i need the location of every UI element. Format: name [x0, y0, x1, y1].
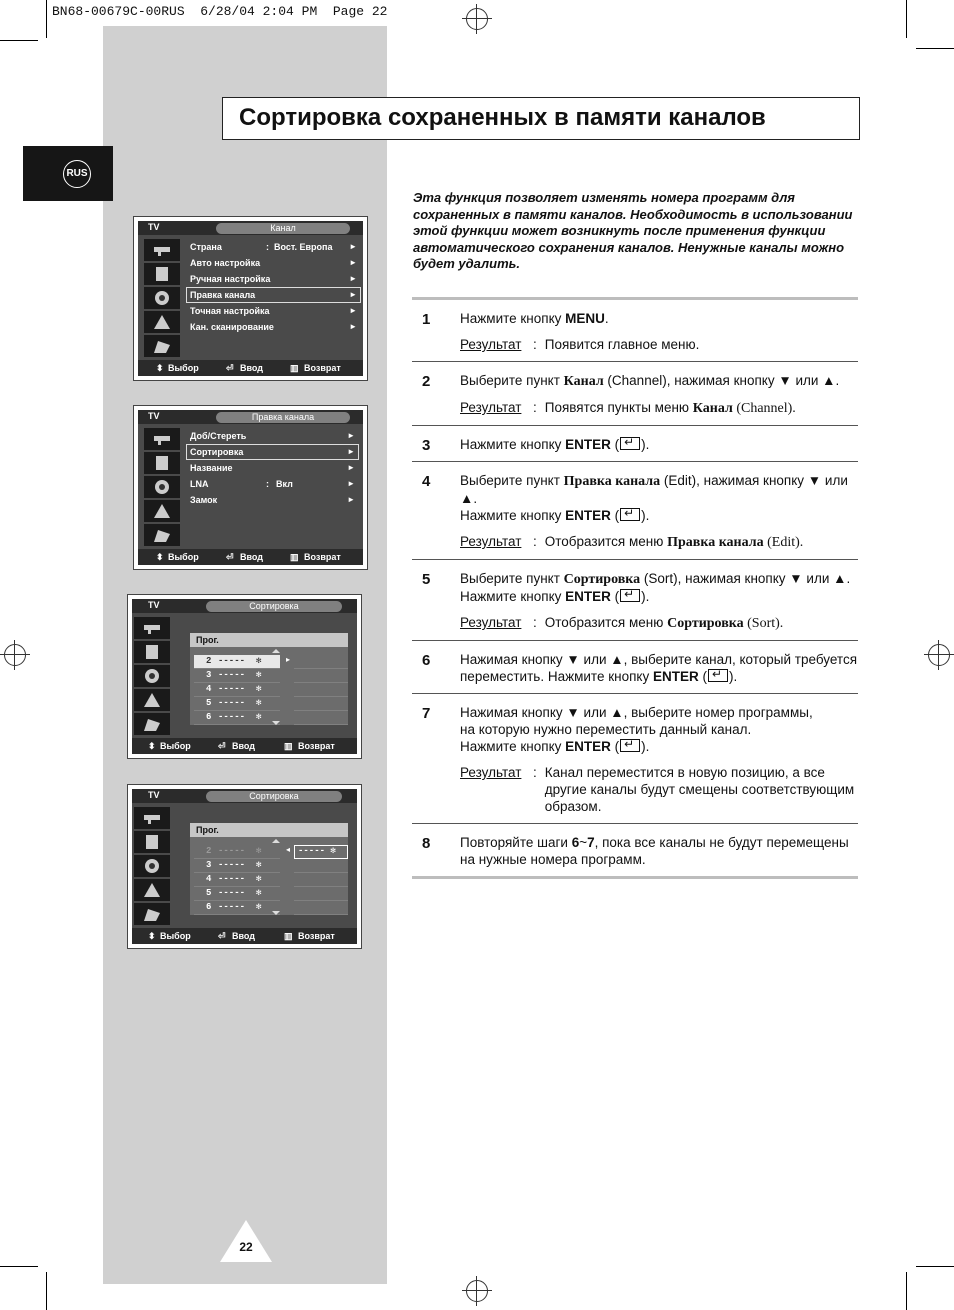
setup-icon	[134, 879, 170, 901]
menu-icon-column	[134, 617, 170, 737]
setup-icon	[144, 500, 180, 522]
sort-panel	[190, 823, 348, 915]
registration-mark	[462, 4, 492, 34]
program-row[interactable]: 3 ----- ✻	[194, 669, 280, 683]
screen-footer: ⬍ Выбор ⏎ Ввод ▥ Возврат	[132, 738, 357, 754]
screen-footer: ⬍ Выбор ⏎ Ввод ▥ Возврат	[138, 549, 363, 565]
menu-item[interactable]: Название ►	[190, 463, 355, 473]
menu-item[interactable]: Кан. сканирование ►	[190, 322, 357, 332]
program-row[interactable]: 4 ----- ✻	[194, 683, 280, 697]
program-row[interactable]: 5 ----- ✻	[194, 887, 280, 901]
page-title-box	[222, 97, 860, 140]
enter-icon	[620, 739, 640, 752]
crop-mark	[0, 40, 38, 41]
print-header: BN68-00679C-00RUS 6/28/04 2:04 PM Page 22	[52, 4, 388, 19]
result-label: Результат	[460, 534, 522, 549]
input-icon	[144, 335, 180, 357]
step-text: Нажимая кнопку ▼ или ▲, выберите канал, который требуется переместить. Нажмите кнопку ENTER (↵ ).	[460, 651, 858, 685]
scroll-down-icon	[272, 721, 280, 725]
scroll-up-icon	[272, 839, 280, 843]
program-row-moving[interactable]: 2 ----- ✻	[194, 845, 280, 859]
step-1	[412, 300, 858, 362]
tv-label: TV	[148, 411, 160, 421]
move-left-icon: ◂	[286, 845, 291, 854]
picture-icon	[144, 239, 180, 261]
step-text: Нажмите кнопку ENTER (↵ ).	[460, 436, 858, 453]
sound-icon	[144, 263, 180, 285]
step-2	[412, 362, 858, 426]
target-row[interactable]	[294, 901, 348, 915]
menu-icon-column	[134, 807, 170, 927]
tv-screen-edit-menu	[133, 405, 368, 570]
updown-icon: ⬍	[148, 741, 156, 751]
result-label: Результат	[460, 765, 522, 780]
setup-icon	[144, 311, 180, 333]
menu-icon: ▥	[290, 552, 299, 562]
crop-mark	[916, 48, 954, 49]
target-row[interactable]	[294, 873, 348, 887]
step-result: Результат : Появятся пункты меню Канал (Channel).	[460, 400, 796, 416]
enter-icon: ⏎	[218, 741, 226, 751]
step-8	[412, 824, 858, 879]
page-number: 22	[239, 1240, 253, 1254]
screen-title: Сортировка	[206, 791, 342, 802]
updown-icon: ⬍	[148, 931, 156, 941]
rus-badge: RUS	[63, 160, 91, 188]
menu-item[interactable]: Авто настройка ►	[190, 258, 357, 268]
target-row[interactable]	[294, 655, 348, 669]
menu-item[interactable]: Ручная настройка ►	[190, 274, 357, 284]
edit-menu	[186, 428, 359, 508]
registration-mark	[924, 640, 954, 670]
target-list	[294, 655, 348, 725]
step-5	[412, 560, 858, 641]
sort-panel	[190, 633, 348, 725]
screen-footer: ⬍ Выбор ⏎ Ввод ▥ Возврат	[132, 928, 357, 944]
program-list	[194, 655, 280, 725]
menu-item[interactable]: Замок ►	[190, 495, 355, 505]
step-6	[412, 641, 858, 694]
sound-icon	[144, 452, 180, 474]
target-list	[294, 845, 348, 915]
tv-screen-channel-menu	[133, 216, 368, 381]
step-result: Результат : Отобразится меню Сортировка (Sort).	[460, 615, 784, 631]
screen-title: Канал	[216, 223, 350, 234]
tv-screen-sort-move	[127, 784, 362, 949]
channel-icon	[144, 476, 180, 498]
step-result: Результат : Канал переместится в новую позицию, а все другие каналы будут смещены соответствующим образом.	[460, 765, 855, 814]
menu-item[interactable]: Доб/Стереть ►	[190, 431, 355, 441]
picture-icon	[134, 617, 170, 639]
updown-icon: ⬍	[156, 363, 164, 373]
menu-item-selected[interactable]: Правка канала ►	[186, 287, 361, 303]
program-row[interactable]: 4 ----- ✻	[194, 873, 280, 887]
menu-icon-column	[144, 239, 180, 359]
target-row[interactable]	[294, 697, 348, 711]
step-number: 6	[422, 652, 431, 669]
program-list	[194, 845, 280, 915]
step-3	[412, 426, 858, 462]
target-row[interactable]	[294, 711, 348, 725]
step-4	[412, 462, 858, 560]
scroll-up-icon	[272, 649, 280, 653]
tv-label: TV	[148, 600, 160, 610]
enter-icon: ⏎	[218, 931, 226, 941]
step-text: Выберите пункт Сортировка (Sort), нажимая кнопку ▼ или ▲. Нажмите кнопку ENTER (↵ ).	[460, 570, 858, 605]
step-result: Результат : Появится главное меню.	[460, 337, 700, 352]
steps-list	[412, 297, 858, 879]
program-row-selected[interactable]: 2 ----- ✻	[194, 655, 280, 669]
picture-icon	[134, 807, 170, 829]
input-icon	[144, 524, 180, 546]
screen-title: Правка канала	[216, 412, 350, 423]
target-row-selected[interactable]: ----- ✻	[294, 845, 348, 859]
step-text: Нажимая кнопку ▼ или ▲, выберите номер программы, на которую нужно переместить данный канал. Нажмите кнопку ENTER (↵ ).	[460, 704, 858, 755]
crop-mark	[46, 0, 47, 38]
scroll-down-icon	[272, 911, 280, 915]
step-result: Результат : Отобразится меню Правка канала (Edit).	[460, 534, 804, 550]
screen-footer: ⬍ Выбор ⏎ Ввод ▥ Возврат	[138, 360, 363, 376]
registration-mark	[0, 640, 30, 670]
target-row[interactable]	[294, 683, 348, 697]
step-text: Нажмите кнопку MENU.	[460, 311, 609, 326]
tv-label: TV	[148, 790, 160, 800]
step-number: 3	[422, 437, 431, 454]
menu-item[interactable]: LNA : Вкл ►	[190, 479, 355, 489]
enter-icon: ⏎	[226, 363, 234, 373]
step-7	[412, 694, 858, 824]
result-label: Результат	[460, 615, 522, 630]
step-text: Повторяйте шаги 6~7, пока все каналы не будут перемещены на нужные номера программ.	[460, 835, 849, 867]
menu-icon: ▥	[290, 363, 299, 373]
step-number: 4	[422, 473, 431, 490]
picture-icon	[144, 428, 180, 450]
crop-mark	[906, 0, 907, 38]
sound-icon	[134, 831, 170, 853]
channel-icon	[144, 287, 180, 309]
target-row[interactable]	[294, 669, 348, 683]
program-row[interactable]: 3 ----- ✻	[194, 859, 280, 873]
menu-item[interactable]: Страна : Вост. Европа ►	[190, 242, 357, 252]
input-icon	[134, 903, 170, 925]
sort-header: Прог.	[190, 823, 348, 837]
step-text: Выберите пункт Правка канала (Edit), нажимая кнопку ▼ или ▲. Нажмите кнопку ENTER (↵ ).	[460, 472, 858, 524]
step-number: 8	[422, 835, 431, 852]
step-number: 1	[422, 311, 431, 328]
screen-title: Сортировка	[206, 601, 342, 612]
result-label: Результат	[460, 400, 522, 415]
target-row[interactable]	[294, 887, 348, 901]
step-number: 2	[422, 373, 431, 390]
enter-icon	[620, 589, 640, 602]
menu-item[interactable]: Точная настройка ►	[190, 306, 357, 316]
channel-icon	[134, 855, 170, 877]
menu-icon: ▥	[284, 931, 293, 941]
input-icon	[134, 713, 170, 735]
program-row[interactable]: 6 ----- ✻	[194, 711, 280, 725]
sound-icon	[134, 641, 170, 663]
intro-text: Эта функция позволяет изменять номера программ для сохраненных в памяти каналов. Необходимость в использовании этой функции может возникнуть после применения функции автоматического сохранения каналов. Ненужные каналы можно будет удалить.	[413, 190, 853, 271]
enter-icon	[620, 508, 640, 521]
channel-menu	[186, 239, 361, 335]
menu-item-selected[interactable]: Сортировка ►	[186, 444, 359, 460]
tv-screen-sort-select	[127, 594, 362, 759]
menu-icon-column	[144, 428, 180, 548]
step-number: 7	[422, 705, 431, 722]
result-label: Результат	[460, 337, 522, 352]
language-tab	[23, 146, 113, 201]
enter-icon	[620, 437, 640, 450]
crop-mark	[0, 1266, 38, 1267]
program-row[interactable]: 5 ----- ✻	[194, 697, 280, 711]
step-text: Выберите пункт Канал (Channel), нажимая кнопку ▼ или ▲.	[460, 373, 840, 389]
page-title: Сортировка сохраненных в памяти каналов	[239, 104, 766, 131]
registration-mark	[462, 1276, 492, 1306]
menu-icon: ▥	[284, 741, 293, 751]
crop-mark	[46, 1272, 47, 1310]
sort-header: Прог.	[190, 633, 348, 647]
setup-icon	[134, 689, 170, 711]
tv-label: TV	[148, 222, 160, 232]
crop-mark	[906, 1272, 907, 1310]
target-row[interactable]	[294, 859, 348, 873]
enter-icon	[708, 669, 728, 682]
program-row[interactable]: 6 ----- ✻	[194, 901, 280, 915]
channel-icon	[134, 665, 170, 687]
step-number: 5	[422, 571, 431, 588]
move-right-icon: ▸	[286, 655, 291, 664]
enter-icon: ⏎	[226, 552, 234, 562]
updown-icon: ⬍	[156, 552, 164, 562]
crop-mark	[916, 1266, 954, 1267]
page-number-marker	[220, 1220, 272, 1262]
